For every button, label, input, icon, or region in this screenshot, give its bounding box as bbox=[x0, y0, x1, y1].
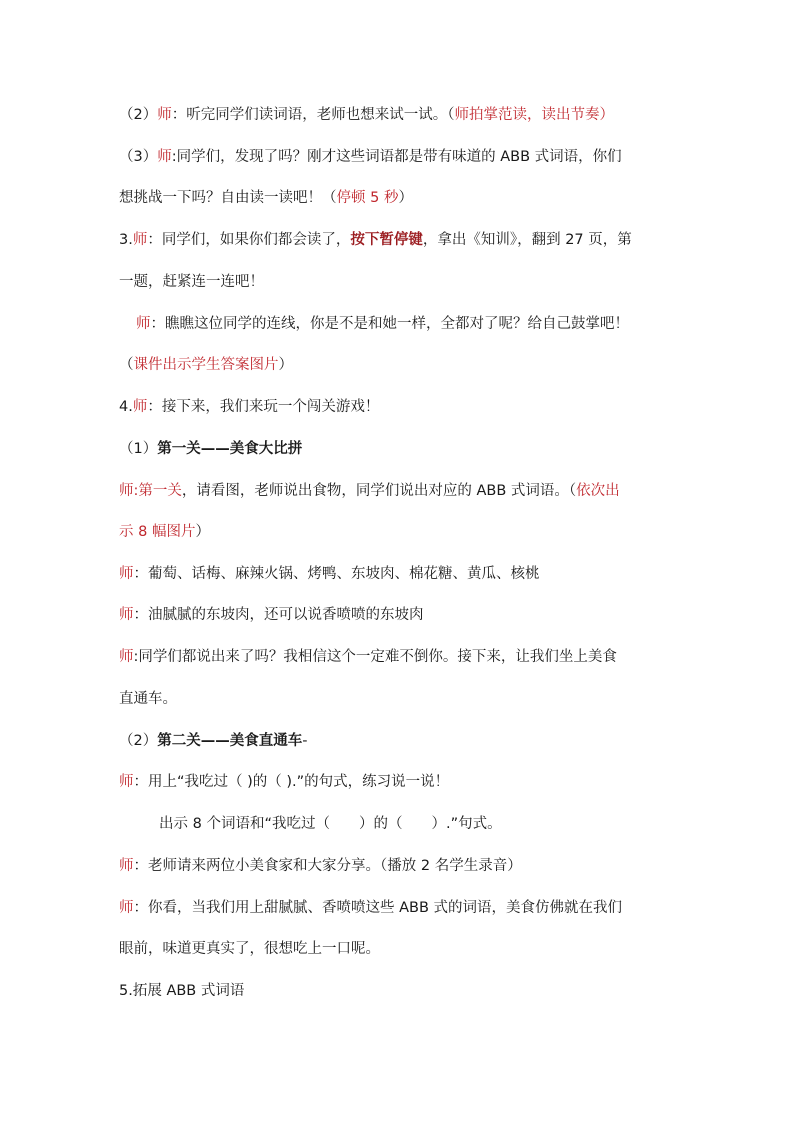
level-title: 第一关——美食大比拼 bbox=[157, 441, 303, 457]
trailing-mark: - bbox=[302, 733, 308, 749]
stage-direction: 课件出示学生答案图片 bbox=[133, 357, 279, 373]
paragraph-text: 眼前，味道更真实了，很想吃上一口呢。 bbox=[119, 941, 380, 957]
teacher-label: 师 bbox=[157, 149, 172, 165]
stage-direction: 依次出 bbox=[576, 483, 620, 499]
paragraph-text: ：油腻腻的东坡肉，还可以说香喷喷的东坡肉 bbox=[133, 607, 424, 623]
paragraph-text: 一题，赶紧连一连吧！ bbox=[119, 274, 264, 290]
paragraph-summary-continued bbox=[119, 939, 380, 959]
paragraph-text: ：同学们，如果你们都会读了， bbox=[147, 232, 351, 248]
paragraph-text: ，请看图，老师说出食物，同学们说出对应的 ABB 式词语。（ bbox=[181, 483, 577, 499]
teacher-label: 师 bbox=[157, 107, 172, 123]
teacher-label: 师 bbox=[119, 858, 134, 874]
teacher-label: 师 bbox=[119, 566, 134, 582]
paren-open: （ bbox=[119, 357, 134, 373]
paragraph-show-words bbox=[159, 814, 502, 834]
paren-close: ） bbox=[195, 524, 210, 540]
paren-close: ） bbox=[278, 357, 293, 373]
teacher-label: 师 bbox=[119, 649, 134, 665]
level-title: 第二关——美食直通车 bbox=[157, 733, 303, 749]
paragraph-section-3-continued bbox=[119, 272, 264, 292]
paragraph-text: ：老师请来两位小美食家和大家分享。（播放 2 名学生录音） bbox=[133, 858, 522, 874]
paragraph-food-list bbox=[119, 564, 540, 584]
heading-level-1 bbox=[119, 439, 302, 459]
paragraph-transition-continued bbox=[119, 689, 177, 709]
paragraph-text: ，拿出《知训》，翻到 27 页，第 bbox=[422, 232, 632, 248]
paragraph-summary bbox=[119, 898, 622, 918]
paragraph-level-1-intro-continued bbox=[119, 522, 210, 542]
paragraph-section-3 bbox=[119, 230, 632, 250]
teacher-label: 师 bbox=[119, 607, 134, 623]
level-label: 第一关 bbox=[138, 483, 182, 499]
teacher-label: 师 bbox=[132, 399, 148, 415]
teacher-label: 师: bbox=[119, 483, 139, 499]
step-number: （2） bbox=[119, 733, 158, 749]
paragraph-text: ：听完同学们读词语，老师也想来试一试。（ bbox=[171, 107, 455, 123]
paragraph-text: :同学们，发现了吗？刚才这些词语都是带有味道的 ABB 式词语，你们 bbox=[171, 149, 622, 165]
section-title: 5.拓展 ABB 式词语 bbox=[119, 983, 245, 999]
stage-direction: 师拍掌范读，读出节奏 bbox=[454, 107, 600, 123]
paragraph-text: ：用上“我吃过（ )的（ ).”的句式，练习说一说！ bbox=[133, 774, 450, 790]
paragraph-step-3 bbox=[119, 147, 622, 167]
paragraph-level-1-intro bbox=[119, 481, 620, 501]
paragraph-text: ：接下来，我们来玩一个闯关游戏！ bbox=[147, 399, 380, 415]
paragraph-text: 直通车。 bbox=[119, 691, 177, 707]
step-number: （3） bbox=[119, 149, 158, 165]
teacher-label: 师 bbox=[132, 232, 148, 248]
paragraph-text: :同学们都说出来了吗？我相信这个一定难不倒你。接下来，让我们坐上美食 bbox=[133, 649, 617, 665]
pause-key-emphasis: 按下暂停键 bbox=[350, 232, 423, 248]
heading-level-2 bbox=[119, 731, 307, 751]
teacher-label: 师 bbox=[119, 900, 134, 916]
stage-direction: 示 8 幅图片 bbox=[119, 524, 196, 540]
paragraph-section-4 bbox=[119, 397, 379, 417]
teacher-label: 师 bbox=[136, 316, 151, 332]
paragraph-teacher-review bbox=[136, 314, 629, 334]
section-number: 3. bbox=[119, 232, 133, 248]
paragraph-courseware-note bbox=[119, 355, 293, 375]
paragraph-text: ：你看，当我们用上甜腻腻、香喷喷这些 ABB 式的词语，美食仿佛就在我们 bbox=[133, 900, 623, 916]
section-number: 4. bbox=[119, 399, 133, 415]
paragraph-text: 想挑战一下吗？自由读一读吧！（ bbox=[119, 190, 337, 206]
paragraph-step-3-continued bbox=[119, 188, 413, 208]
paragraph-text: ） bbox=[398, 190, 413, 206]
paragraph-step-2 bbox=[119, 105, 614, 125]
stage-direction: 停顿 5 秒 bbox=[336, 190, 399, 206]
step-number: （1） bbox=[119, 441, 158, 457]
paragraph-transition bbox=[119, 647, 617, 667]
paragraph-recording bbox=[119, 856, 522, 876]
paragraph-text: 出示 8 个词语和“我吃过（ ）的（ ）.”句式。 bbox=[159, 816, 502, 832]
teacher-label: 师 bbox=[119, 774, 134, 790]
paragraph-text: ：瞧瞧这位同学的连线，你是不是和她一样，全都对了呢？给自己鼓掌吧！ bbox=[150, 316, 629, 332]
paragraph-sentence-pattern bbox=[119, 772, 449, 792]
heading-section-5 bbox=[119, 981, 244, 1001]
step-number: （2） bbox=[119, 107, 158, 123]
paragraph-example bbox=[119, 605, 424, 625]
stage-direction-close: ） bbox=[599, 107, 614, 123]
paragraph-text: ：葡萄、话梅、麻辣火锅、烤鸭、东坡肉、棉花糖、黄瓜、核桃 bbox=[133, 566, 540, 582]
